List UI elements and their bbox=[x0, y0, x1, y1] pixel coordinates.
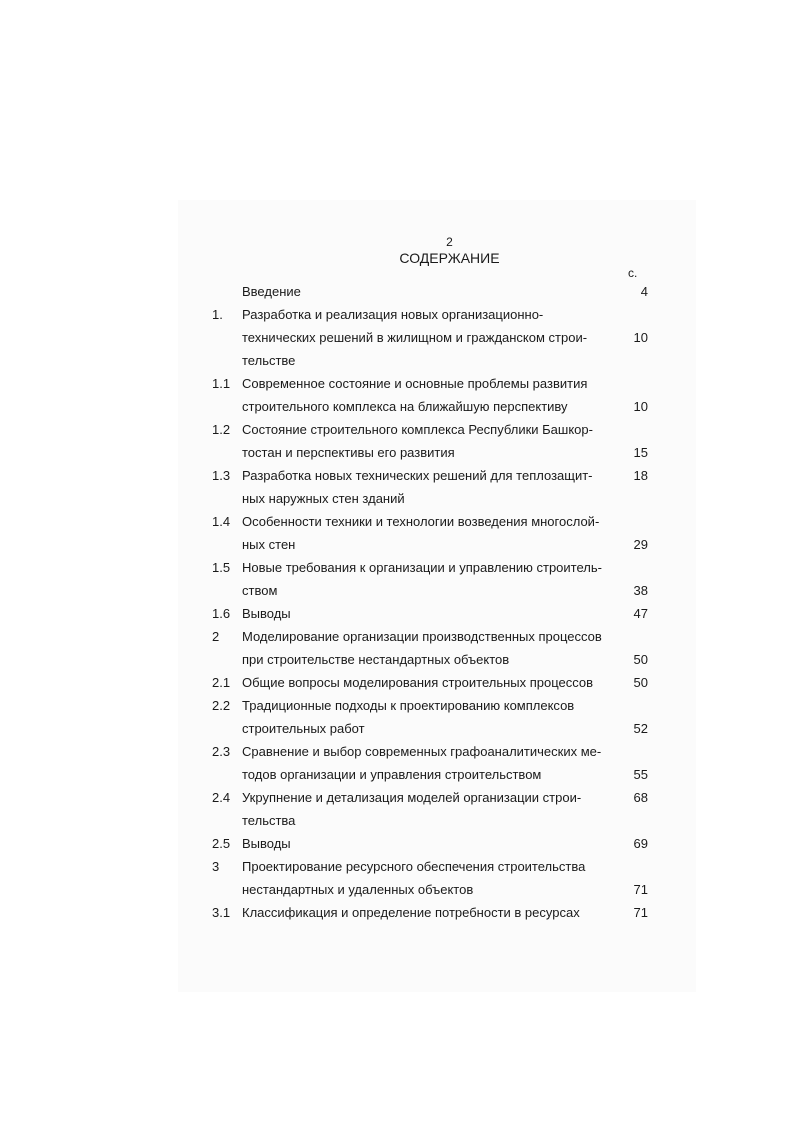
toc-entry-number: 1.3 bbox=[212, 468, 231, 483]
toc-entry-title: Сравнение и выбор современных графоаналитических ме- тодов организации и управления строительством bbox=[242, 744, 602, 782]
toc-entry-title: Традиционные подходы к проектированию комплексов строительных работ bbox=[242, 698, 575, 736]
toc-entry-title: Классификация и определение потребности в ресурсах bbox=[242, 905, 580, 920]
toc-entry-number: 2.4 bbox=[212, 790, 231, 805]
toc-entry-title: Проектирование ресурсного обеспечения строительства нестандартных и удаленных объектов bbox=[242, 859, 586, 897]
toc-entry-number: 1.4 bbox=[212, 514, 231, 529]
toc-entry-page: 15 bbox=[633, 445, 648, 460]
page-column-label: с. bbox=[628, 266, 638, 280]
toc-entry-title: Разработка и реализация новых организационно- технических решений в жилищном и гражданском строи- тельстве bbox=[242, 307, 588, 368]
toc-entry bbox=[212, 372, 652, 418]
page-number: 2 bbox=[446, 235, 453, 249]
toc-entry-page: 50 bbox=[633, 652, 648, 667]
toc-entry-title: Разработка новых технических решений для теплозащит- ных наружных стен зданий bbox=[242, 468, 593, 506]
toc-entry bbox=[212, 602, 652, 625]
toc-entry-title: Выводы bbox=[242, 836, 291, 851]
toc-entry-page: 50 bbox=[633, 675, 648, 690]
toc-entry-page: 47 bbox=[633, 606, 648, 621]
toc-entry bbox=[212, 510, 652, 556]
toc-entry bbox=[212, 671, 652, 694]
toc-entry bbox=[212, 280, 652, 303]
toc-entry-number: 2 bbox=[212, 629, 220, 644]
toc-entry-page: 52 bbox=[633, 721, 648, 736]
toc-entry bbox=[212, 694, 652, 740]
toc-entry-number: 1. bbox=[212, 307, 223, 322]
toc-entry-number: 3 bbox=[212, 859, 220, 874]
toc-entry-title: Выводы bbox=[242, 606, 291, 621]
toc-entry-number: 1.2 bbox=[212, 422, 231, 437]
toc-entry-title: Моделирование организации производственных процессов при строительстве нестандартных объектов bbox=[242, 629, 602, 667]
toc-entry-page: 55 bbox=[633, 767, 648, 782]
toc-entry-page: 18 bbox=[633, 468, 648, 483]
page-title: СОДЕРЖАНИЕ bbox=[399, 250, 500, 266]
toc-entry-number: 2.1 bbox=[212, 675, 231, 690]
toc-entry bbox=[212, 625, 652, 671]
toc-entry-page: 10 bbox=[633, 399, 648, 414]
toc-entry bbox=[212, 832, 652, 855]
toc-entry bbox=[212, 901, 652, 924]
toc-entry bbox=[212, 786, 652, 832]
toc-entry-title: Особенности техники и технологии возведения многослой- ных стен bbox=[242, 514, 600, 552]
toc-entry-title: Укрупнение и детализация моделей организации строи- тельства bbox=[242, 790, 582, 828]
toc-entry-page: 10 bbox=[633, 330, 648, 345]
toc-entry-page: 29 bbox=[633, 537, 648, 552]
toc-entry bbox=[212, 855, 652, 901]
toc-entry-number: 1.1 bbox=[212, 376, 231, 391]
toc-entry-page: 38 bbox=[633, 583, 648, 598]
toc-entry-number: 2.5 bbox=[212, 836, 231, 851]
toc-entry-number: 1.6 bbox=[212, 606, 231, 621]
toc-entry-number: 1.5 bbox=[212, 560, 231, 575]
toc-entry-number: 2.3 bbox=[212, 744, 231, 759]
toc-entry-title: Общие вопросы моделирования строительных процессов bbox=[242, 675, 594, 690]
toc-entry bbox=[212, 740, 652, 786]
toc-entry-page: 69 bbox=[633, 836, 648, 851]
toc-entry-number: 2.2 bbox=[212, 698, 231, 713]
toc-entry bbox=[212, 464, 652, 510]
toc-entry-page: 71 bbox=[633, 882, 648, 897]
toc-entry-page: 68 bbox=[633, 790, 648, 805]
table-of-contents bbox=[212, 280, 652, 924]
toc-entry-page: 71 bbox=[633, 905, 648, 920]
toc-entry-number: 3.1 bbox=[212, 905, 231, 920]
toc-entry-title: Новые требования к организации и управлению строитель- ством bbox=[242, 560, 602, 598]
toc-entry bbox=[212, 556, 652, 602]
toc-entry bbox=[212, 303, 652, 372]
toc-entry-title: Введение bbox=[242, 284, 301, 299]
toc-entry bbox=[212, 418, 652, 464]
toc-entry-title: Состояние строительного комплекса Республики Башкор- тостан и перспективы его развития bbox=[242, 422, 593, 460]
toc-entry-page: 4 bbox=[640, 284, 648, 299]
toc-entry-title: Современное состояние и основные проблемы развития строительного комплекса на ближайшую перспективу bbox=[242, 376, 588, 414]
